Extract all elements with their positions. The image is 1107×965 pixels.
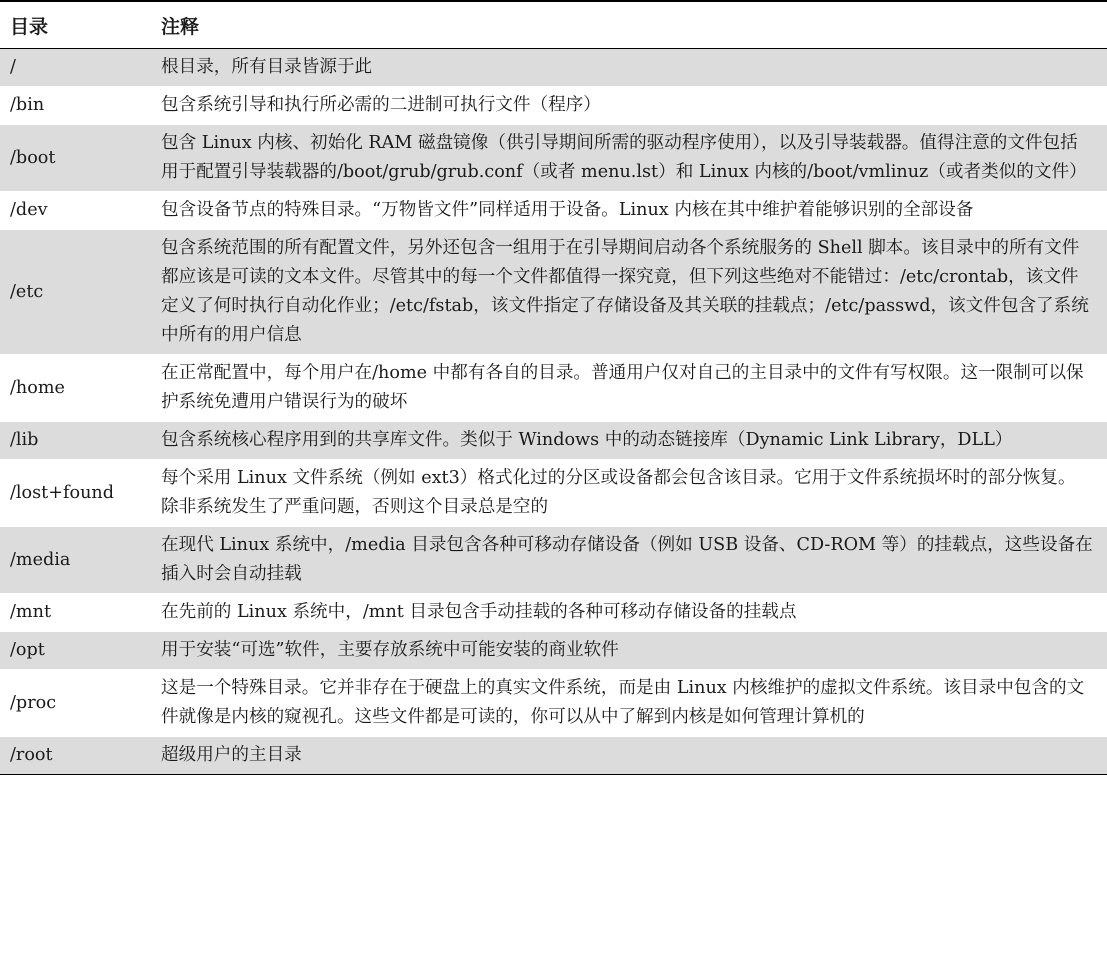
directory-name: /lost+found (0, 460, 143, 527)
directory-description: 包含设备节点的特殊目录。“万物皆文件”同样适用于设备。Linux 内核在其中维护着能够识别的全部设备 (143, 192, 1107, 230)
table-row (0, 460, 1107, 527)
header-directory: 目录 (0, 1, 143, 49)
directory-name: /opt (0, 632, 143, 670)
directory-name: /dev (0, 192, 143, 230)
directory-description: 在正常配置中，每个用户在/home 中都有各自的目录。普通用户仅对自己的主目录中的文件有写权限。这一限制可以保护系统免遭用户错误行为的破坏 (143, 355, 1107, 422)
directory-description: 用于安装“可选”软件，主要存放系统中可能安装的商业软件 (143, 632, 1107, 670)
table-row (0, 87, 1107, 125)
directory-description: 这是一个特殊目录。它并非存在于硬盘上的真实文件系统，而是由 Linux 内核维护的虚拟文件系统。该目录中包含的文件就像是内核的窥视孔。这些文件都是可读的，你可以从中了解到内核是如何管理计算机的 (143, 670, 1107, 737)
table-row (0, 737, 1107, 775)
directory-name: /bin (0, 87, 143, 125)
table-row (0, 49, 1107, 87)
table-row (0, 632, 1107, 670)
directory-name: / (0, 49, 143, 87)
directory-description: 包含系统范围的所有配置文件，另外还包含一组用于在引导期间启动各个系统服务的 Shell 脚本。该目录中的所有文件都应该是可读的文本文件。尽管其中的每一个文件都值得一探究竟，但下列这些绝对不能错过：/etc/crontab，该文件定义了何时执行自动化作业；/etc/fstab，该文件指定了存储设备及其关联的挂载点；/etc/passwd，该文件包含了系统中所有的用户信息 (143, 230, 1107, 355)
directory-name: /mnt (0, 594, 143, 632)
directory-description: 包含系统引导和执行所必需的二进制可执行文件（程序） (143, 87, 1107, 125)
table-row (0, 594, 1107, 632)
table-row (0, 422, 1107, 460)
table-row (0, 355, 1107, 422)
header-description: 注释 (143, 1, 1107, 49)
directory-name: /media (0, 527, 143, 594)
table-row (0, 527, 1107, 594)
table-row (0, 670, 1107, 737)
table-row (0, 192, 1107, 230)
directory-name: /boot (0, 125, 143, 192)
directory-description: 在先前的 Linux 系统中，/mnt 目录包含手动挂载的各种可移动存储设备的挂载点 (143, 594, 1107, 632)
directory-description: 在现代 Linux 系统中，/media 目录包含各种可移动存储设备（例如 USB 设备、CD-ROM 等）的挂载点，这些设备在插入时会自动挂载 (143, 527, 1107, 594)
table-row (0, 125, 1107, 192)
directory-name: /proc (0, 670, 143, 737)
table-row (0, 230, 1107, 355)
directory-description: 包含 Linux 内核、初始化 RAM 磁盘镜像（供引导期间所需的驱动程序使用），以及引导装载器。值得注意的文件包括用于配置引导装载器的/boot/grub/grub.conf（或者 menu.lst）和 Linux 内核的/boot/vmlinuz（或者类似的文件） (143, 125, 1107, 192)
directory-description: 根目录，所有目录皆源于此 (143, 49, 1107, 87)
directory-name: /home (0, 355, 143, 422)
table-header-row (0, 1, 1107, 49)
directory-name: /root (0, 737, 143, 775)
directory-name: /lib (0, 422, 143, 460)
directory-description: 超级用户的主目录 (143, 737, 1107, 775)
directory-name: /etc (0, 230, 143, 355)
directory-description: 每个采用 Linux 文件系统（例如 ext3）格式化过的分区或设备都会包含该目录。它用于文件系统损坏时的部分恢复。除非系统发生了严重问题，否则这个目录总是空的 (143, 460, 1107, 527)
directory-description: 包含系统核心程序用到的共享库文件。类似于 Windows 中的动态链接库（Dynamic Link Library，DLL） (143, 422, 1107, 460)
